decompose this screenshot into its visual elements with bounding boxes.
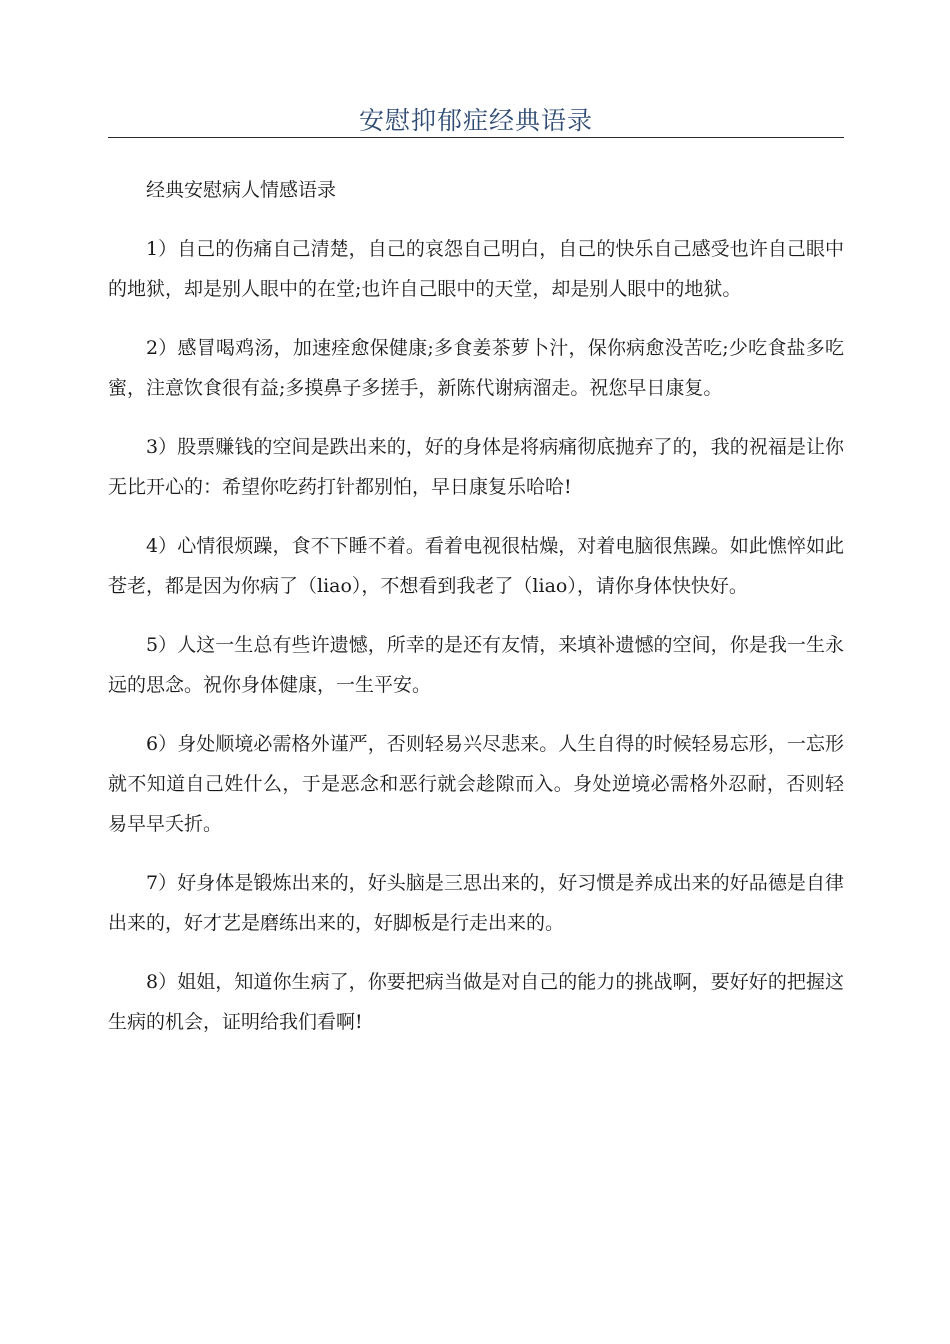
- paragraph-4: 4）心情很烦躁，食不下睡不着。看着电视很枯燥，对着电脑很焦躁。如此憔悴如此苍老，都是因为你病了（liao），不想看到我老了（liao），请你身体快快好。: [108, 535, 844, 597]
- paragraph-8: 8）姐姐，知道你生病了，你要把病当做是对自己的能力的挑战啊，要好好的把握这生病的机会，证明给我们看啊!: [108, 971, 844, 1033]
- paragraph-6: 6）身处顺境必需格外谨严，否则轻易兴尽悲来。人生自得的时候轻易忘形，一忘形就不知道自己姓什么，于是恶念和恶行就会趁隙而入。身处逆境必需格外忍耐，否则轻易早早夭折。: [108, 733, 844, 835]
- section-heading: 经典安慰病人情感语录: [146, 179, 337, 201]
- paragraph-3: 3）股票赚钱的空间是跌出来的，好的身体是将病痛彻底抛弃了的，我的祝福是让你无比开心的：希望你吃药打针都别怕，早日康复乐哈哈!: [108, 436, 844, 498]
- document-title: 安慰抑郁症经典语录: [358, 106, 593, 135]
- title-underline: [108, 137, 844, 138]
- paragraph-7: 7）好身体是锻炼出来的，好头脑是三思出来的，好习惯是养成出来的好品德是自律出来的，好才艺是磨练出来的，好脚板是行走出来的。: [108, 872, 844, 934]
- paragraph-1: 1）自己的伤痛自己清楚，自己的哀怨自己明白，自己的快乐自己感受也许自己眼中的地狱，却是别人眼中的在堂;也许自己眼中的天堂，却是别人眼中的地狱。: [108, 238, 844, 300]
- document-body: [108, 170, 844, 1061]
- paragraph-5: 5）人这一生总有些许遗憾，所幸的是还有友情，来填补遗憾的空间，你是我一生永远的思念。祝你身体健康，一生平安。: [108, 634, 844, 696]
- paragraph-2: 2）感冒喝鸡汤，加速痊愈保健康;多食姜茶萝卜汁，保你病愈没苦吃;少吃食盐多吃蜜，注意饮食很有益;多摸鼻子多搓手，新陈代谢病溜走。祝您早日康复。: [108, 337, 844, 399]
